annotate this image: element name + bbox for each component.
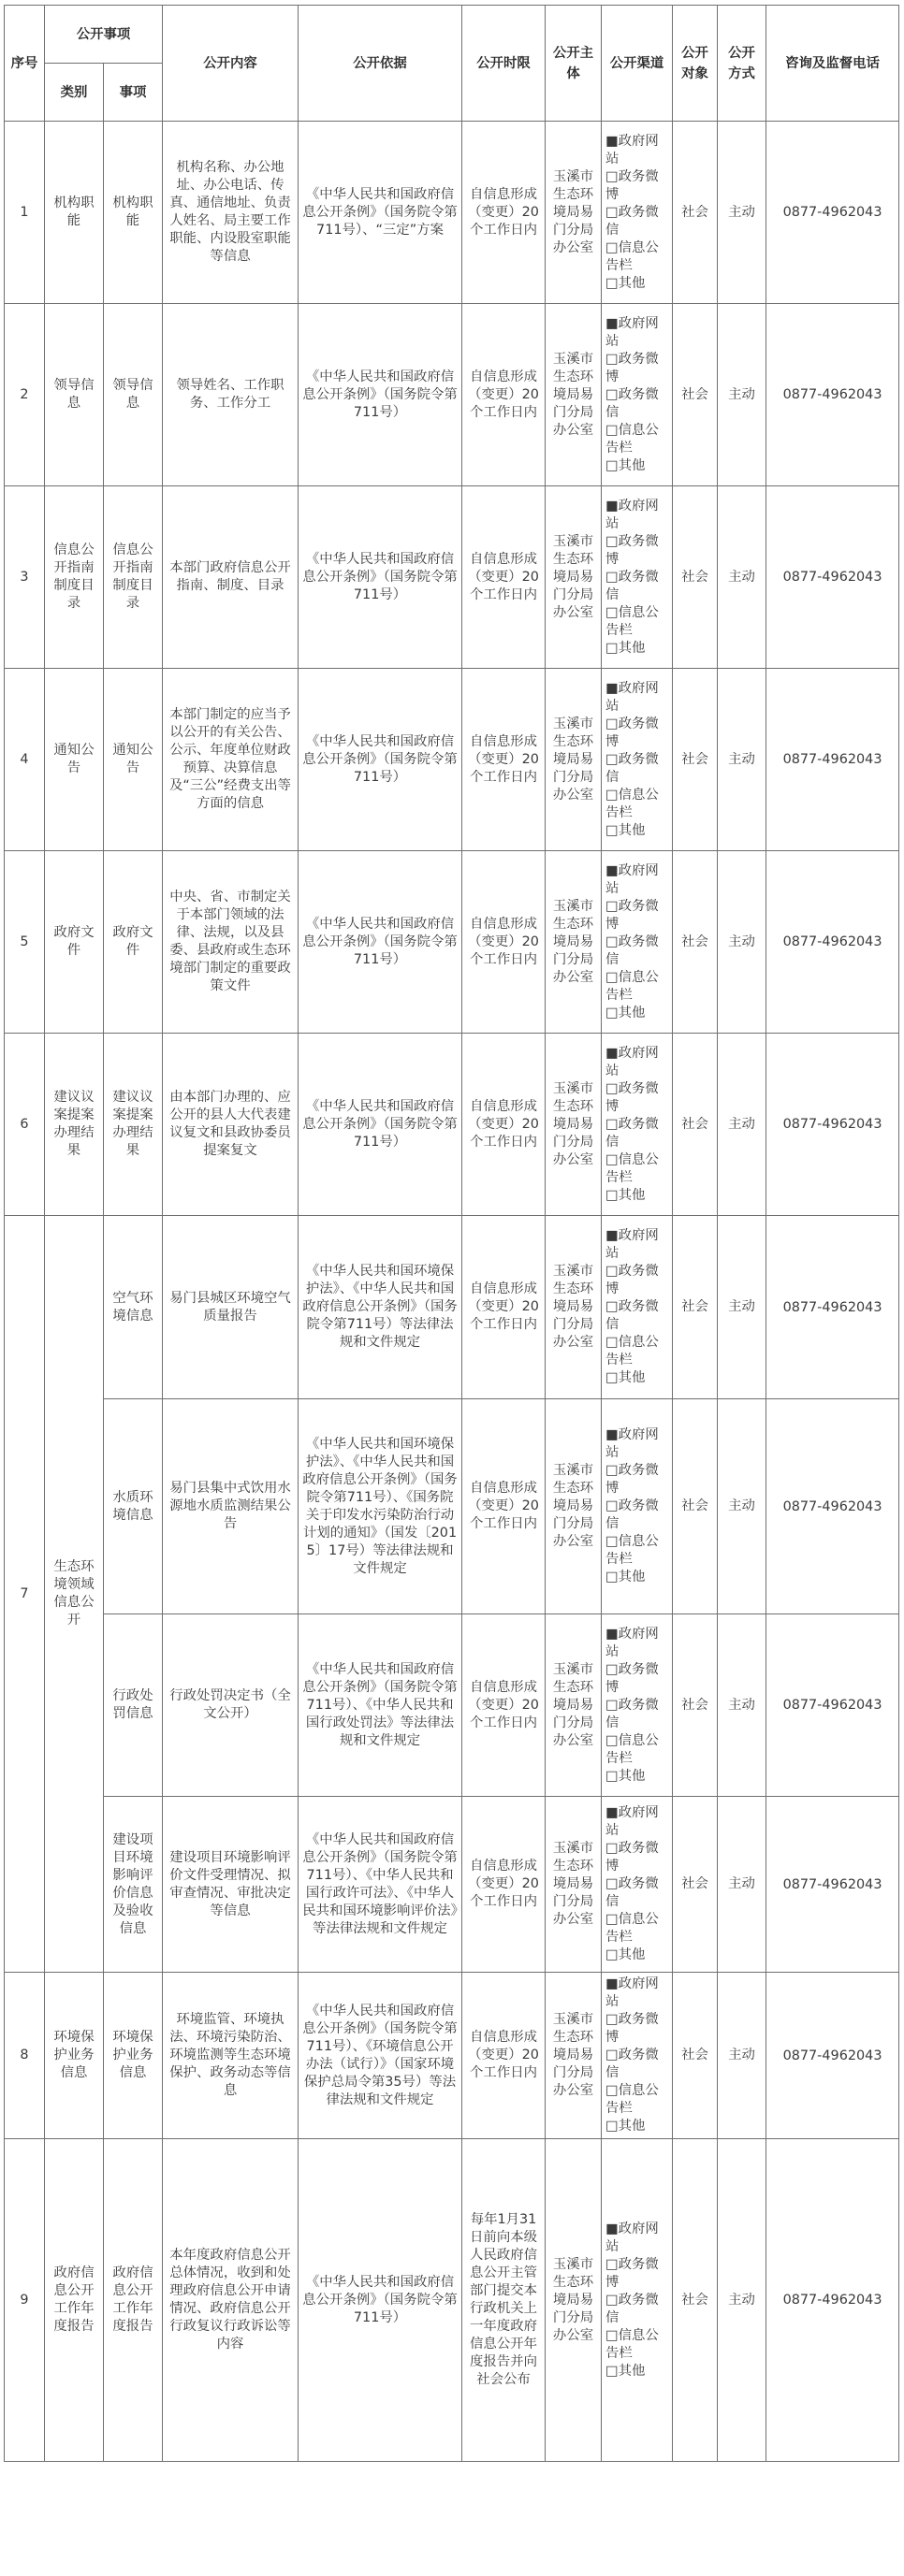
basis-cell: 《中华人民共和国政府信息公开条例》（国务院令第711号） [299, 669, 462, 851]
channel-line: □政务微信 [605, 569, 659, 602]
category-cell: 机构职能 [45, 122, 104, 304]
channel-line: ■政府网站 [605, 498, 659, 531]
channel-line: □其他 [605, 1005, 646, 1020]
channel-cell [602, 851, 673, 1034]
channel-cell [602, 1973, 673, 2139]
table-row [5, 1797, 899, 1973]
channel-line: □其他 [605, 2119, 646, 2134]
channel-cell [602, 1216, 673, 1399]
method-cell: 主动 [718, 486, 766, 669]
header-item: 事项 [104, 64, 163, 122]
time-limit-cell: 自信息形成（变更）20个工作日内 [462, 1034, 546, 1216]
target-cell: 社会 [673, 486, 718, 669]
subject-cell: 玉溪市生态环境局易门分局办公室 [546, 1034, 602, 1216]
category-cell: 政府信息公开工作年度报告 [45, 2139, 104, 2462]
phone-cell: 0877-4962043 [766, 1399, 899, 1614]
channel-cell [602, 1034, 673, 1216]
channel-line: □政务微博 [605, 533, 659, 567]
channel-line: □政务微信 [605, 933, 659, 967]
seq-cell: 6 [5, 1034, 45, 1216]
subject-cell: 玉溪市生态环境局易门分局办公室 [546, 2139, 602, 2462]
channel-line: □信息公告栏 [605, 1912, 659, 1945]
target-cell: 社会 [673, 1399, 718, 1614]
category-cell: 生态环境领域信息公开 [45, 1216, 104, 1973]
channel-line: □信息公告栏 [605, 1534, 659, 1567]
phone-cell: 0877-4962043 [766, 1216, 899, 1399]
table-row [5, 2139, 899, 2462]
channel-cell [602, 1614, 673, 1797]
target-cell: 社会 [673, 304, 718, 486]
target-cell: 社会 [673, 851, 718, 1034]
method-cell: 主动 [718, 304, 766, 486]
time-limit-cell: 自信息形成（变更）20个工作日内 [462, 1797, 546, 1973]
channel-line: □政务微信 [605, 1498, 659, 1531]
channel-line: □其他 [605, 1370, 646, 1385]
method-cell: 主动 [718, 1797, 766, 1973]
item-cell: 建议议案提案办理结果 [104, 1034, 163, 1216]
channel-cell [602, 304, 673, 486]
method-cell: 主动 [718, 669, 766, 851]
target-cell: 社会 [673, 1034, 718, 1216]
method-cell: 主动 [718, 1614, 766, 1797]
channel-line: ■政府网站 [605, 315, 659, 349]
channel-line: □信息公告栏 [605, 2083, 659, 2116]
table-row [5, 486, 899, 669]
phone-cell: 0877-4962043 [766, 122, 899, 304]
channel-line: □政务微博 [605, 716, 659, 749]
header-category: 类别 [45, 64, 104, 122]
channel-line: ■政府网站 [605, 1228, 659, 1261]
table-row [5, 1216, 899, 1399]
channel-cell [602, 1399, 673, 1614]
channel-line: □政务微信 [605, 751, 659, 785]
channel-line: □信息公告栏 [605, 422, 659, 456]
channel-line: □政务微博 [605, 351, 659, 384]
time-limit-cell: 自信息形成（变更）20个工作日内 [462, 122, 546, 304]
channel-line: □其他 [605, 457, 646, 473]
channel-line: □信息公告栏 [605, 604, 659, 638]
channel-line: □其他 [605, 1187, 646, 1203]
seq-cell: 7 [5, 1216, 45, 1973]
seq-cell: 1 [5, 122, 45, 304]
table-body [5, 122, 899, 2462]
disclosure-table [4, 5, 899, 2462]
target-cell: 社会 [673, 1973, 718, 2139]
basis-cell: 《中华人民共和国政府信息公开条例》（国务院令第711号） [299, 486, 462, 669]
channel-line: □政务微博 [605, 2012, 659, 2045]
channel-line: □信息公告栏 [605, 969, 659, 1003]
basis-cell: 《中华人民共和国环境保护法》、《中华人民共和国政府信息公开条例》（国务院令第711号）等法律法规和文件规定 [299, 1216, 462, 1399]
item-cell: 环境保护业务信息 [104, 1973, 163, 2139]
channel-line: □信息公告栏 [605, 787, 659, 820]
subject-cell: 玉溪市生态环境局易门分局办公室 [546, 1614, 602, 1797]
content-cell: 由本部门办理的、应公开的县人大代表建议复文和县政协委员提案复文 [163, 1034, 299, 1216]
content-cell: 本部门制定的应当予以公开的有关公告、公示、年度单位财政预算、决算信息及“三公”经费支出等方面的信息 [163, 669, 299, 851]
channel-line: □政务微博 [605, 2256, 659, 2290]
basis-cell: 《中华人民共和国政府信息公开条例》（国务院令第711号）、《中华人民共和国行政处罚法》等法律法规和文件规定 [299, 1614, 462, 1797]
seq-cell: 3 [5, 486, 45, 669]
channel-line: ■政府网站 [605, 133, 659, 166]
channel-line: □政务微博 [605, 1080, 659, 1114]
method-cell: 主动 [718, 1399, 766, 1614]
channel-line: □政务微信 [605, 1116, 659, 1150]
content-cell: 本年度政府信息公开总体情况，收到和处理政府信息公开申请情况、政府信息公开行政复议行政诉讼等内容 [163, 2139, 299, 2462]
table-row [5, 851, 899, 1034]
table-row [5, 1973, 899, 2139]
channel-line: □信息公告栏 [605, 1732, 659, 1766]
seq-cell: 4 [5, 669, 45, 851]
channel-cell [602, 1797, 673, 1973]
channel-line: ■政府网站 [605, 1976, 659, 2009]
subject-cell: 玉溪市生态环境局易门分局办公室 [546, 1399, 602, 1614]
channel-line: □政务微信 [605, 1876, 659, 1909]
channel-line: ■政府网站 [605, 1045, 659, 1078]
channel-line: □其他 [605, 2363, 646, 2379]
header-target: 公开对象 [673, 6, 718, 122]
subject-cell: 玉溪市生态环境局易门分局办公室 [546, 851, 602, 1034]
category-cell: 政府文件 [45, 851, 104, 1034]
channel-line: □政务微信 [605, 1299, 659, 1332]
method-cell: 主动 [718, 1216, 766, 1399]
basis-cell: 《中华人民共和国政府信息公开条例》（国务院令第711号）、《环境信息公开办法（试行）》（国家环境保护总局令第35号）等法律法规和文件规定 [299, 1973, 462, 2139]
table-row [5, 1614, 899, 1797]
channel-line: □信息公告栏 [605, 1335, 659, 1368]
category-cell: 环境保护业务信息 [45, 1973, 104, 2139]
item-cell: 行政处罚信息 [104, 1614, 163, 1797]
subject-cell: 玉溪市生态环境局易门分局办公室 [546, 1973, 602, 2139]
time-limit-cell: 每年1月31日前向本级人民政府信息公开主管部门提交本行政机关上一年度政府信息公开年度报告并向社会公布 [462, 2139, 546, 2462]
header-phone: 咨询及监督电话 [766, 6, 899, 122]
content-cell: 易门县集中式饮用水源地水质监测结果公告 [163, 1399, 299, 1614]
target-cell: 社会 [673, 669, 718, 851]
header-content: 公开内容 [163, 6, 299, 122]
channel-line: □政务微信 [605, 386, 659, 420]
method-cell: 主动 [718, 1973, 766, 2139]
target-cell: 社会 [673, 122, 718, 304]
phone-cell: 0877-4962043 [766, 1034, 899, 1216]
channel-cell [602, 122, 673, 304]
target-cell: 社会 [673, 1216, 718, 1399]
channel-line: □其他 [605, 1947, 646, 1962]
channel-line: □政务微信 [605, 204, 659, 238]
header-seq: 序号 [5, 6, 45, 122]
basis-cell: 《中华人民共和国环境保护法》、《中华人民共和国政府信息公开条例》（国务院令第711号）、《国务院关于印发水污染防治行动计划的通知》（国发〔2015〕17号）等法律法规和文件规定 [299, 1399, 462, 1614]
header-basis: 公开依据 [299, 6, 462, 122]
basis-cell: 《中华人民共和国政府信息公开条例》（国务院令第711号）、《中华人民共和国行政许可法》、《中华人民共和国环境影响评价法》等法律法规和文件规定 [299, 1797, 462, 1973]
content-cell: 环境监管、环境执法、环境污染防治、环境监测等生态环境保护、政务动态等信息 [163, 1973, 299, 2139]
item-cell: 机构职能 [104, 122, 163, 304]
seq-cell: 9 [5, 2139, 45, 2462]
category-cell: 领导信息 [45, 304, 104, 486]
channel-line: □信息公告栏 [605, 2327, 659, 2361]
item-cell: 政府文件 [104, 851, 163, 1034]
channel-cell [602, 669, 673, 851]
seq-cell: 5 [5, 851, 45, 1034]
channel-line: □信息公告栏 [605, 239, 659, 273]
time-limit-cell: 自信息形成（变更）20个工作日内 [462, 304, 546, 486]
header-method: 公开方式 [718, 6, 766, 122]
time-limit-cell: 自信息形成（变更）20个工作日内 [462, 486, 546, 669]
seq-cell: 8 [5, 1973, 45, 2139]
header-subject: 公开主体 [546, 6, 602, 122]
channel-line: □政务微博 [605, 1661, 659, 1695]
item-cell: 政府信息公开工作年度报告 [104, 2139, 163, 2462]
content-cell: 中央、省、市制定关于本部门领域的法律、法规，以及县委、县政府或生态环境部门制定的重要政策文件 [163, 851, 299, 1034]
target-cell: 社会 [673, 1614, 718, 1797]
channel-line: □其他 [605, 275, 646, 291]
time-limit-cell: 自信息形成（变更）20个工作日内 [462, 1614, 546, 1797]
channel-line: ■政府网站 [605, 862, 659, 896]
channel-line: □其他 [605, 822, 646, 838]
time-limit-cell: 自信息形成（变更）20个工作日内 [462, 1973, 546, 2139]
method-cell: 主动 [718, 2139, 766, 2462]
method-cell: 主动 [718, 122, 766, 304]
content-cell: 行政处罚决定书（全文公开） [163, 1614, 299, 1797]
channel-line: ■政府网站 [605, 1626, 659, 1659]
phone-cell: 0877-4962043 [766, 486, 899, 669]
time-limit-cell: 自信息形成（变更）20个工作日内 [462, 669, 546, 851]
basis-cell: 《中华人民共和国政府信息公开条例》（国务院令第711号） [299, 1034, 462, 1216]
item-cell: 空气环境信息 [104, 1216, 163, 1399]
channel-line: □政务微博 [605, 898, 659, 932]
channel-line: □政务微博 [605, 168, 659, 202]
subject-cell: 玉溪市生态环境局易门分局办公室 [546, 1797, 602, 1973]
method-cell: 主动 [718, 851, 766, 1034]
channel-line: □其他 [605, 1570, 646, 1585]
phone-cell: 0877-4962043 [766, 1614, 899, 1797]
basis-cell: 《中华人民共和国政府信息公开条例》（国务院令第711号）、“三定”方案 [299, 122, 462, 304]
table-row [5, 1034, 899, 1216]
category-cell: 信息公开指南制度目录 [45, 486, 104, 669]
subject-cell: 玉溪市生态环境局易门分局办公室 [546, 1216, 602, 1399]
table-row [5, 1399, 899, 1614]
channel-line: □政务微博 [605, 1841, 659, 1874]
header-items-group: 公开事项 [45, 6, 163, 64]
basis-cell: 《中华人民共和国政府信息公开条例》（国务院令第711号） [299, 304, 462, 486]
basis-cell: 《中华人民共和国政府信息公开条例》（国务院令第711号） [299, 851, 462, 1034]
table-row [5, 304, 899, 486]
subject-cell: 玉溪市生态环境局易门分局办公室 [546, 486, 602, 669]
content-cell: 本部门政府信息公开指南、制度、目录 [163, 486, 299, 669]
seq-cell: 2 [5, 304, 45, 486]
time-limit-cell: 自信息形成（变更）20个工作日内 [462, 1216, 546, 1399]
channel-line: □其他 [605, 640, 646, 656]
header-time-limit: 公开时限 [462, 6, 546, 122]
item-cell: 水质环境信息 [104, 1399, 163, 1614]
phone-cell: 0877-4962043 [766, 851, 899, 1034]
channel-line: ■政府网站 [605, 2221, 659, 2254]
method-cell: 主动 [718, 1034, 766, 1216]
channel-line: ■政府网站 [605, 680, 659, 714]
target-cell: 社会 [673, 2139, 718, 2462]
time-limit-cell: 自信息形成（变更）20个工作日内 [462, 851, 546, 1034]
table-row [5, 669, 899, 851]
channel-cell [602, 2139, 673, 2462]
phone-cell: 0877-4962043 [766, 1973, 899, 2139]
time-limit-cell: 自信息形成（变更）20个工作日内 [462, 1399, 546, 1614]
item-cell: 通知公告 [104, 669, 163, 851]
phone-cell: 0877-4962043 [766, 304, 899, 486]
channel-line: □其他 [605, 1768, 646, 1784]
channel-line: □政务微信 [605, 2048, 659, 2080]
channel-line: □政务微博 [605, 1264, 659, 1296]
target-cell: 社会 [673, 1797, 718, 1973]
content-cell: 领导姓名、工作职务、工作分工 [163, 304, 299, 486]
channel-line: □政务微信 [605, 2292, 659, 2325]
subject-cell: 玉溪市生态环境局易门分局办公室 [546, 669, 602, 851]
content-cell: 建设项目环境影响评价文件受理情况、拟审查情况、审批决定等信息 [163, 1797, 299, 1973]
item-cell: 建设项目环境影响评价信息及验收信息 [104, 1797, 163, 1973]
channel-line: □信息公告栏 [605, 1151, 659, 1185]
item-cell: 领导信息 [104, 304, 163, 486]
phone-cell: 0877-4962043 [766, 669, 899, 851]
category-cell: 通知公告 [45, 669, 104, 851]
channel-line: □政务微博 [605, 1463, 659, 1496]
header-channel: 公开渠道 [602, 6, 673, 122]
phone-cell: 0877-4962043 [766, 1797, 899, 1973]
channel-line: ■政府网站 [605, 1805, 659, 1838]
subject-cell: 玉溪市生态环境局易门分局办公室 [546, 304, 602, 486]
category-cell: 建议议案提案办理结果 [45, 1034, 104, 1216]
item-cell: 信息公开指南制度目录 [104, 486, 163, 669]
phone-cell: 0877-4962043 [766, 2139, 899, 2462]
basis-cell: 《中华人民共和国政府信息公开条例》（国务院令第711号） [299, 2139, 462, 2462]
content-cell: 易门县城区环境空气质量报告 [163, 1216, 299, 1399]
channel-line: ■政府网站 [605, 1427, 659, 1460]
subject-cell: 玉溪市生态环境局易门分局办公室 [546, 122, 602, 304]
content-cell: 机构名称、办公地址、办公电话、传真、通信地址、负责人姓名、局主要工作职能、内设股室职能等信息 [163, 122, 299, 304]
channel-cell [602, 486, 673, 669]
table-row [5, 122, 899, 304]
channel-line: □政务微信 [605, 1697, 659, 1730]
